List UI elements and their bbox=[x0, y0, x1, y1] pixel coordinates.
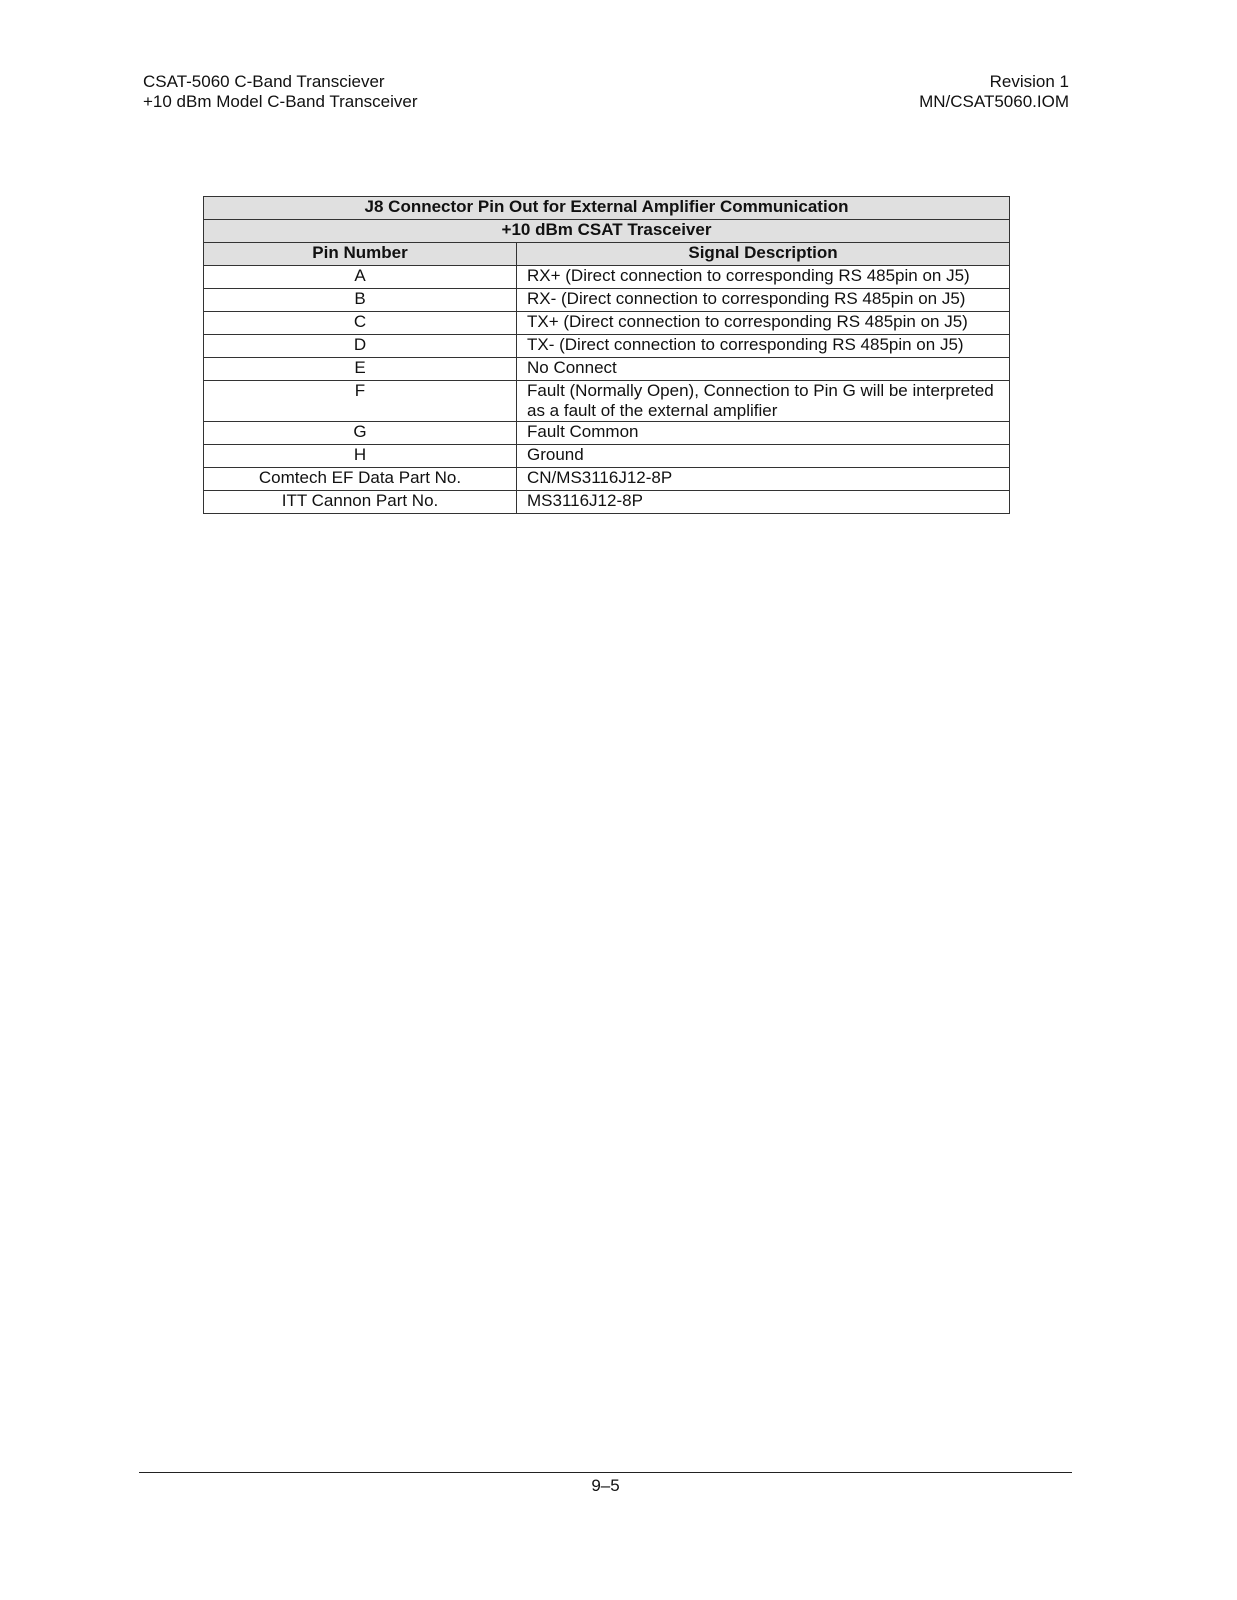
table-header-row bbox=[204, 243, 1010, 266]
signal-cell: No Connect bbox=[517, 358, 1010, 381]
column-header-pin: Pin Number bbox=[204, 243, 517, 266]
manual-number: MN/CSAT5060.IOM bbox=[919, 92, 1069, 111]
signal-cell: RX- (Direct connection to corresponding RS 485pin on J5) bbox=[517, 289, 1010, 312]
document-subtitle: +10 dBm Model C-Band Transceiver bbox=[143, 92, 418, 111]
table-row bbox=[204, 358, 1010, 381]
table-row bbox=[204, 468, 1010, 491]
signal-cell: RX+ (Direct connection to corresponding RS 485pin on J5) bbox=[517, 266, 1010, 289]
part-label-cell: ITT Cannon Part No. bbox=[204, 491, 517, 514]
pin-cell: F bbox=[204, 381, 517, 422]
pin-cell: D bbox=[204, 335, 517, 358]
part-label-cell: Comtech EF Data Part No. bbox=[204, 468, 517, 491]
header-right bbox=[919, 72, 1069, 112]
table-subtitle: +10 dBm CSAT Trasceiver bbox=[204, 220, 1010, 243]
pin-cell: A bbox=[204, 266, 517, 289]
table-row bbox=[204, 491, 1010, 514]
table-title: J8 Connector Pin Out for External Amplifier Communication bbox=[204, 197, 1010, 220]
pin-cell: G bbox=[204, 422, 517, 445]
page-number: 9–5 bbox=[591, 1476, 620, 1495]
table-row bbox=[204, 289, 1010, 312]
signal-cell: TX+ (Direct connection to corresponding RS 485pin on J5) bbox=[517, 312, 1010, 335]
column-header-signal: Signal Description bbox=[517, 243, 1010, 266]
footer-divider bbox=[139, 1472, 1072, 1473]
pin-cell: B bbox=[204, 289, 517, 312]
signal-cell: TX- (Direct connection to corresponding RS 485pin on J5) bbox=[517, 335, 1010, 358]
table-row bbox=[204, 381, 1010, 422]
revision-label: Revision 1 bbox=[989, 72, 1069, 91]
signal-cell: Fault (Normally Open), Connection to Pin G will be interpreted as a fault of the external amplifier bbox=[517, 381, 1010, 422]
table-subtitle-row bbox=[204, 220, 1010, 243]
pin-cell: E bbox=[204, 358, 517, 381]
table-row bbox=[204, 422, 1010, 445]
table-title-row bbox=[204, 197, 1010, 220]
signal-cell: Ground bbox=[517, 445, 1010, 468]
pinout-table bbox=[203, 196, 1010, 514]
signal-cell: Fault Common bbox=[517, 422, 1010, 445]
table-row bbox=[204, 335, 1010, 358]
table-row bbox=[204, 445, 1010, 468]
table-row bbox=[204, 266, 1010, 289]
part-number-cell: MS3116J12-8P bbox=[517, 491, 1010, 514]
part-number-cell: CN/MS3116J12-8P bbox=[517, 468, 1010, 491]
table-row bbox=[204, 312, 1010, 335]
pin-cell: H bbox=[204, 445, 517, 468]
header-left bbox=[143, 72, 418, 112]
document-title: CSAT-5060 C-Band Transciever bbox=[143, 72, 385, 91]
pin-cell: C bbox=[204, 312, 517, 335]
